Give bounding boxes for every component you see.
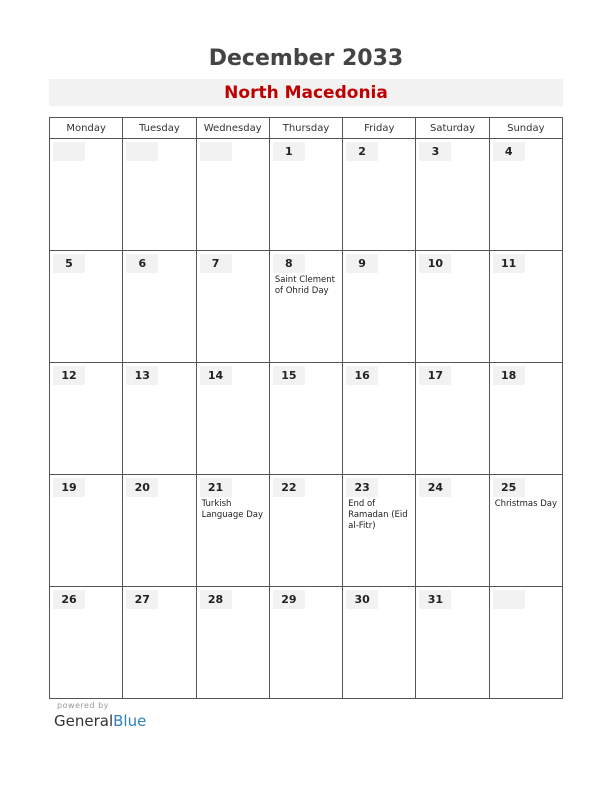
day-cell	[416, 139, 489, 251]
day-number: 27	[126, 590, 158, 609]
day-number: 7	[200, 254, 232, 273]
day-cell	[196, 363, 269, 475]
day-number: 4	[493, 142, 525, 161]
weekday-friday: Friday	[343, 118, 416, 139]
day-number: 24	[419, 478, 451, 497]
day-cell	[196, 139, 269, 251]
day-number: 11	[493, 254, 525, 273]
day-number: 19	[53, 478, 85, 497]
day-number: 20	[126, 478, 158, 497]
day-number: 5	[53, 254, 85, 273]
day-cell	[489, 363, 562, 475]
day-cell	[50, 139, 123, 251]
holiday-label: Saint Clement of Ohrid Day	[274, 275, 335, 296]
day-cell	[269, 363, 342, 475]
day-number: 6	[126, 254, 158, 273]
day-number: 1	[273, 142, 305, 161]
day-cell	[489, 475, 562, 587]
day-cell	[269, 475, 342, 587]
day-number: 21	[200, 478, 232, 497]
weekday-header-row	[50, 118, 563, 139]
weekday-saturday: Saturday	[416, 118, 489, 139]
day-number: 17	[419, 366, 451, 385]
day-cell	[489, 587, 562, 699]
day-number: 15	[273, 366, 305, 385]
country-name: North Macedonia	[224, 83, 388, 103]
day-cell	[416, 587, 489, 699]
day-cell	[196, 251, 269, 363]
day-cell	[343, 363, 416, 475]
brand-general: General	[54, 712, 114, 730]
day-number	[200, 142, 232, 161]
day-number: 23	[346, 478, 378, 497]
day-number	[53, 142, 85, 161]
day-cell	[343, 587, 416, 699]
day-cell	[50, 587, 123, 699]
day-number: 30	[346, 590, 378, 609]
day-number: 16	[346, 366, 378, 385]
week-row	[50, 139, 563, 251]
generalblue-logo	[54, 712, 146, 730]
weekday-sunday: Sunday	[489, 118, 562, 139]
day-cell	[343, 475, 416, 587]
brand-blue: Blue	[113, 712, 147, 730]
holiday-label: Christmas Day	[494, 499, 558, 509]
day-cell	[123, 475, 196, 587]
day-cell	[416, 251, 489, 363]
day-cell	[50, 363, 123, 475]
day-number: 10	[419, 254, 451, 273]
day-cell	[196, 587, 269, 699]
day-number: 2	[346, 142, 378, 161]
day-cell	[343, 251, 416, 363]
day-cell	[489, 251, 562, 363]
day-cell	[343, 139, 416, 251]
day-number: 12	[53, 366, 85, 385]
day-cell	[123, 587, 196, 699]
day-cell	[123, 139, 196, 251]
day-number: 13	[126, 366, 158, 385]
day-number: 18	[493, 366, 525, 385]
holiday-label: Turkish Language Day	[201, 499, 263, 520]
powered-by-text: powered by	[57, 701, 109, 710]
day-cell	[489, 139, 562, 251]
day-number: 29	[273, 590, 305, 609]
day-number: 26	[53, 590, 85, 609]
day-cell	[123, 363, 196, 475]
week-row	[50, 251, 563, 363]
day-cell	[269, 251, 342, 363]
day-number: 28	[200, 590, 232, 609]
day-number	[493, 590, 525, 609]
day-cell	[196, 475, 269, 587]
weekday-tuesday: Tuesday	[123, 118, 196, 139]
day-cell	[50, 475, 123, 587]
week-row	[50, 363, 563, 475]
calendar-grid	[49, 117, 563, 699]
day-cell	[269, 139, 342, 251]
day-number: 25	[493, 478, 525, 497]
weekday-thursday: Thursday	[269, 118, 342, 139]
day-number: 8	[273, 254, 305, 273]
weekday-monday: Monday	[50, 118, 123, 139]
day-number	[126, 142, 158, 161]
day-cell	[50, 251, 123, 363]
day-number: 3	[419, 142, 451, 161]
weekday-wednesday: Wednesday	[196, 118, 269, 139]
day-cell	[123, 251, 196, 363]
day-cell	[416, 475, 489, 587]
country-banner	[49, 79, 563, 106]
day-cell	[269, 587, 342, 699]
day-cell	[416, 363, 489, 475]
day-number: 9	[346, 254, 378, 273]
week-row	[50, 475, 563, 587]
day-number: 31	[419, 590, 451, 609]
holiday-label: End of Ramadan (Eid al-Fitr)	[348, 499, 408, 531]
day-number: 22	[273, 478, 305, 497]
week-row	[50, 587, 563, 699]
day-number: 14	[200, 366, 232, 385]
page-title: December 2033	[208, 46, 404, 71]
